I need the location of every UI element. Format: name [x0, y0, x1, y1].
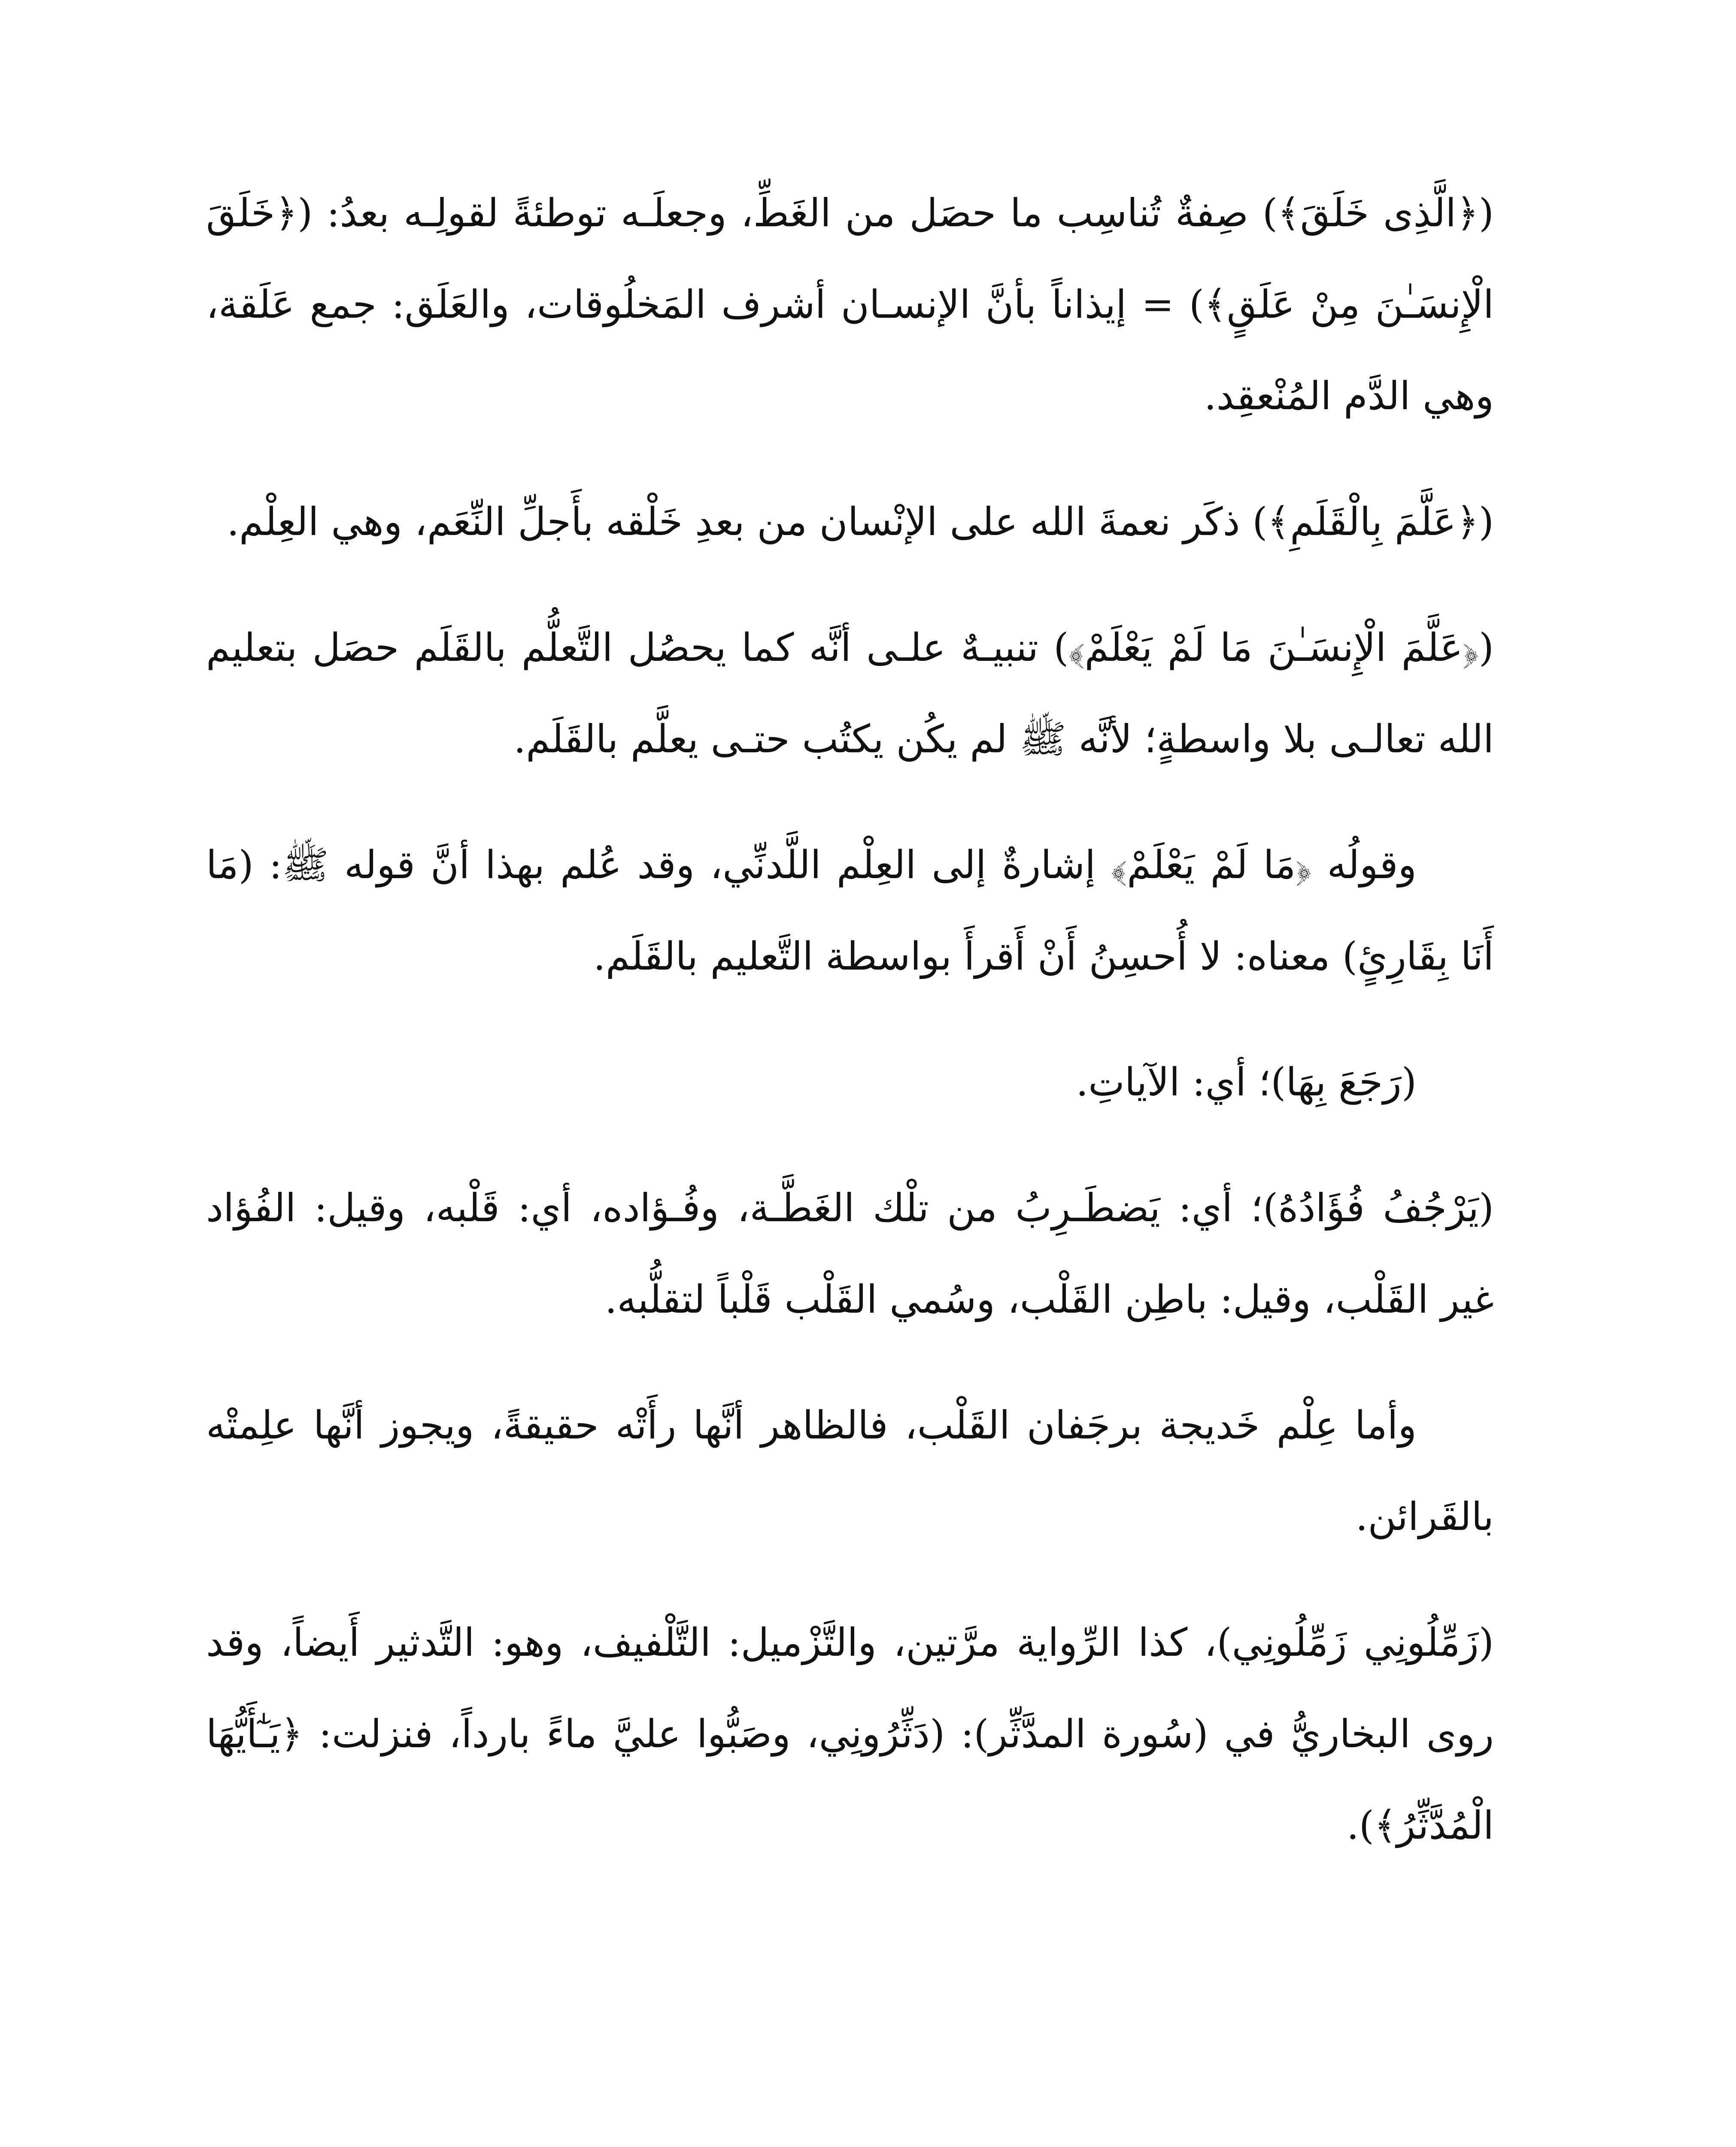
body-text [206, 167, 1494, 1906]
paragraph-3: (﴿عَلَّمَ الْإِنسَـٰنَ مَا لَمْ يَعْلَمْ﴾) تنبيـهٌ علـى أنَّه كما يحصُل التَّعلُّم بالقَلَم حصَل بتعليم الله تعالـى بلا واسطةٍ؛ لأنَّه ﷺ لم يكُن يكتُب حتـى يعلَّم بالقَلَم. [206, 625, 1494, 762]
paragraph-8: (زَمِّلُونِي زَمِّلُونِي)، كذا الرِّواية مرَّتين، والتَّزْميل: التَّلْفيف، وهو: التَّدثير أَيضاً، وقد روى البخاريُّ في (سُورة المدَّثِّر): (دَثِّرُونِي، وصَبُّوا عليَّ ماءً بارداً، فنزلت: ﴿يَـٰٓأَيُّهَا الْمُدَّثِّرُ﴾). [206, 1620, 1494, 1848]
paragraph-5: (رَجَعَ بِهَا)؛ أي: الآياتِ. [1076, 1060, 1417, 1105]
paragraph-1: (﴿الَّذِى خَلَقَ﴾) صِفةٌ تُناسِب ما حصَل من الغَطِّ، وجعلَـه توطئةً لقولِـه بعدُ: (﴿خَلَقَ الْإِنسَـٰنَ مِنْ عَلَقٍ﴾) = إيذاناً بأنَّ الإنسـان أشرف المَخلُوقات، والعَلَق: جمع عَلَقة، وهي الدَّم المُنْعقِد. [206, 191, 1494, 419]
paragraph-7: وأما عِلْم خَديجة برجَفان القَلْب، فالظاهر أنَّها رأَتْه حقيقةً، ويجوز أنَّها علِمتْه بالقَرائن. [206, 1403, 1494, 1539]
paragraph-2: (﴿عَلَّمَ بِالْقَلَمِ﴾) ذكَر نعمةَ الله على الإنْسان من بعدِ خَلْقه بأَجلِّ النِّعَم، وهي العِلْم. [227, 499, 1494, 544]
paragraph-4: وقولُه ﴿مَا لَمْ يَعْلَمْ﴾ إشارةٌ إلى العِلْم اللَّدنِّي، وقد عُلم بهذا أنَّ قوله ﷺ: (مَا أَنَا بِقَارِئٍ) معناه: لا أُحسِنُ أَنْ أَقرأَ بواسطة التَّعليم بالقَلَم. [206, 842, 1494, 979]
paragraph-6: (يَرْجُفُ فُؤَادُهُ)؛ أي: يَضطَـرِبُ من تلْك الغَطَّـة، وفُـؤاده، أي: قَلْبه، وقيل: الفُؤاد غير القَلْب، وقيل: باطِن القَلْب، وسُمي القَلْب قَلْباً لتقلُّبه. [206, 1186, 1494, 1322]
